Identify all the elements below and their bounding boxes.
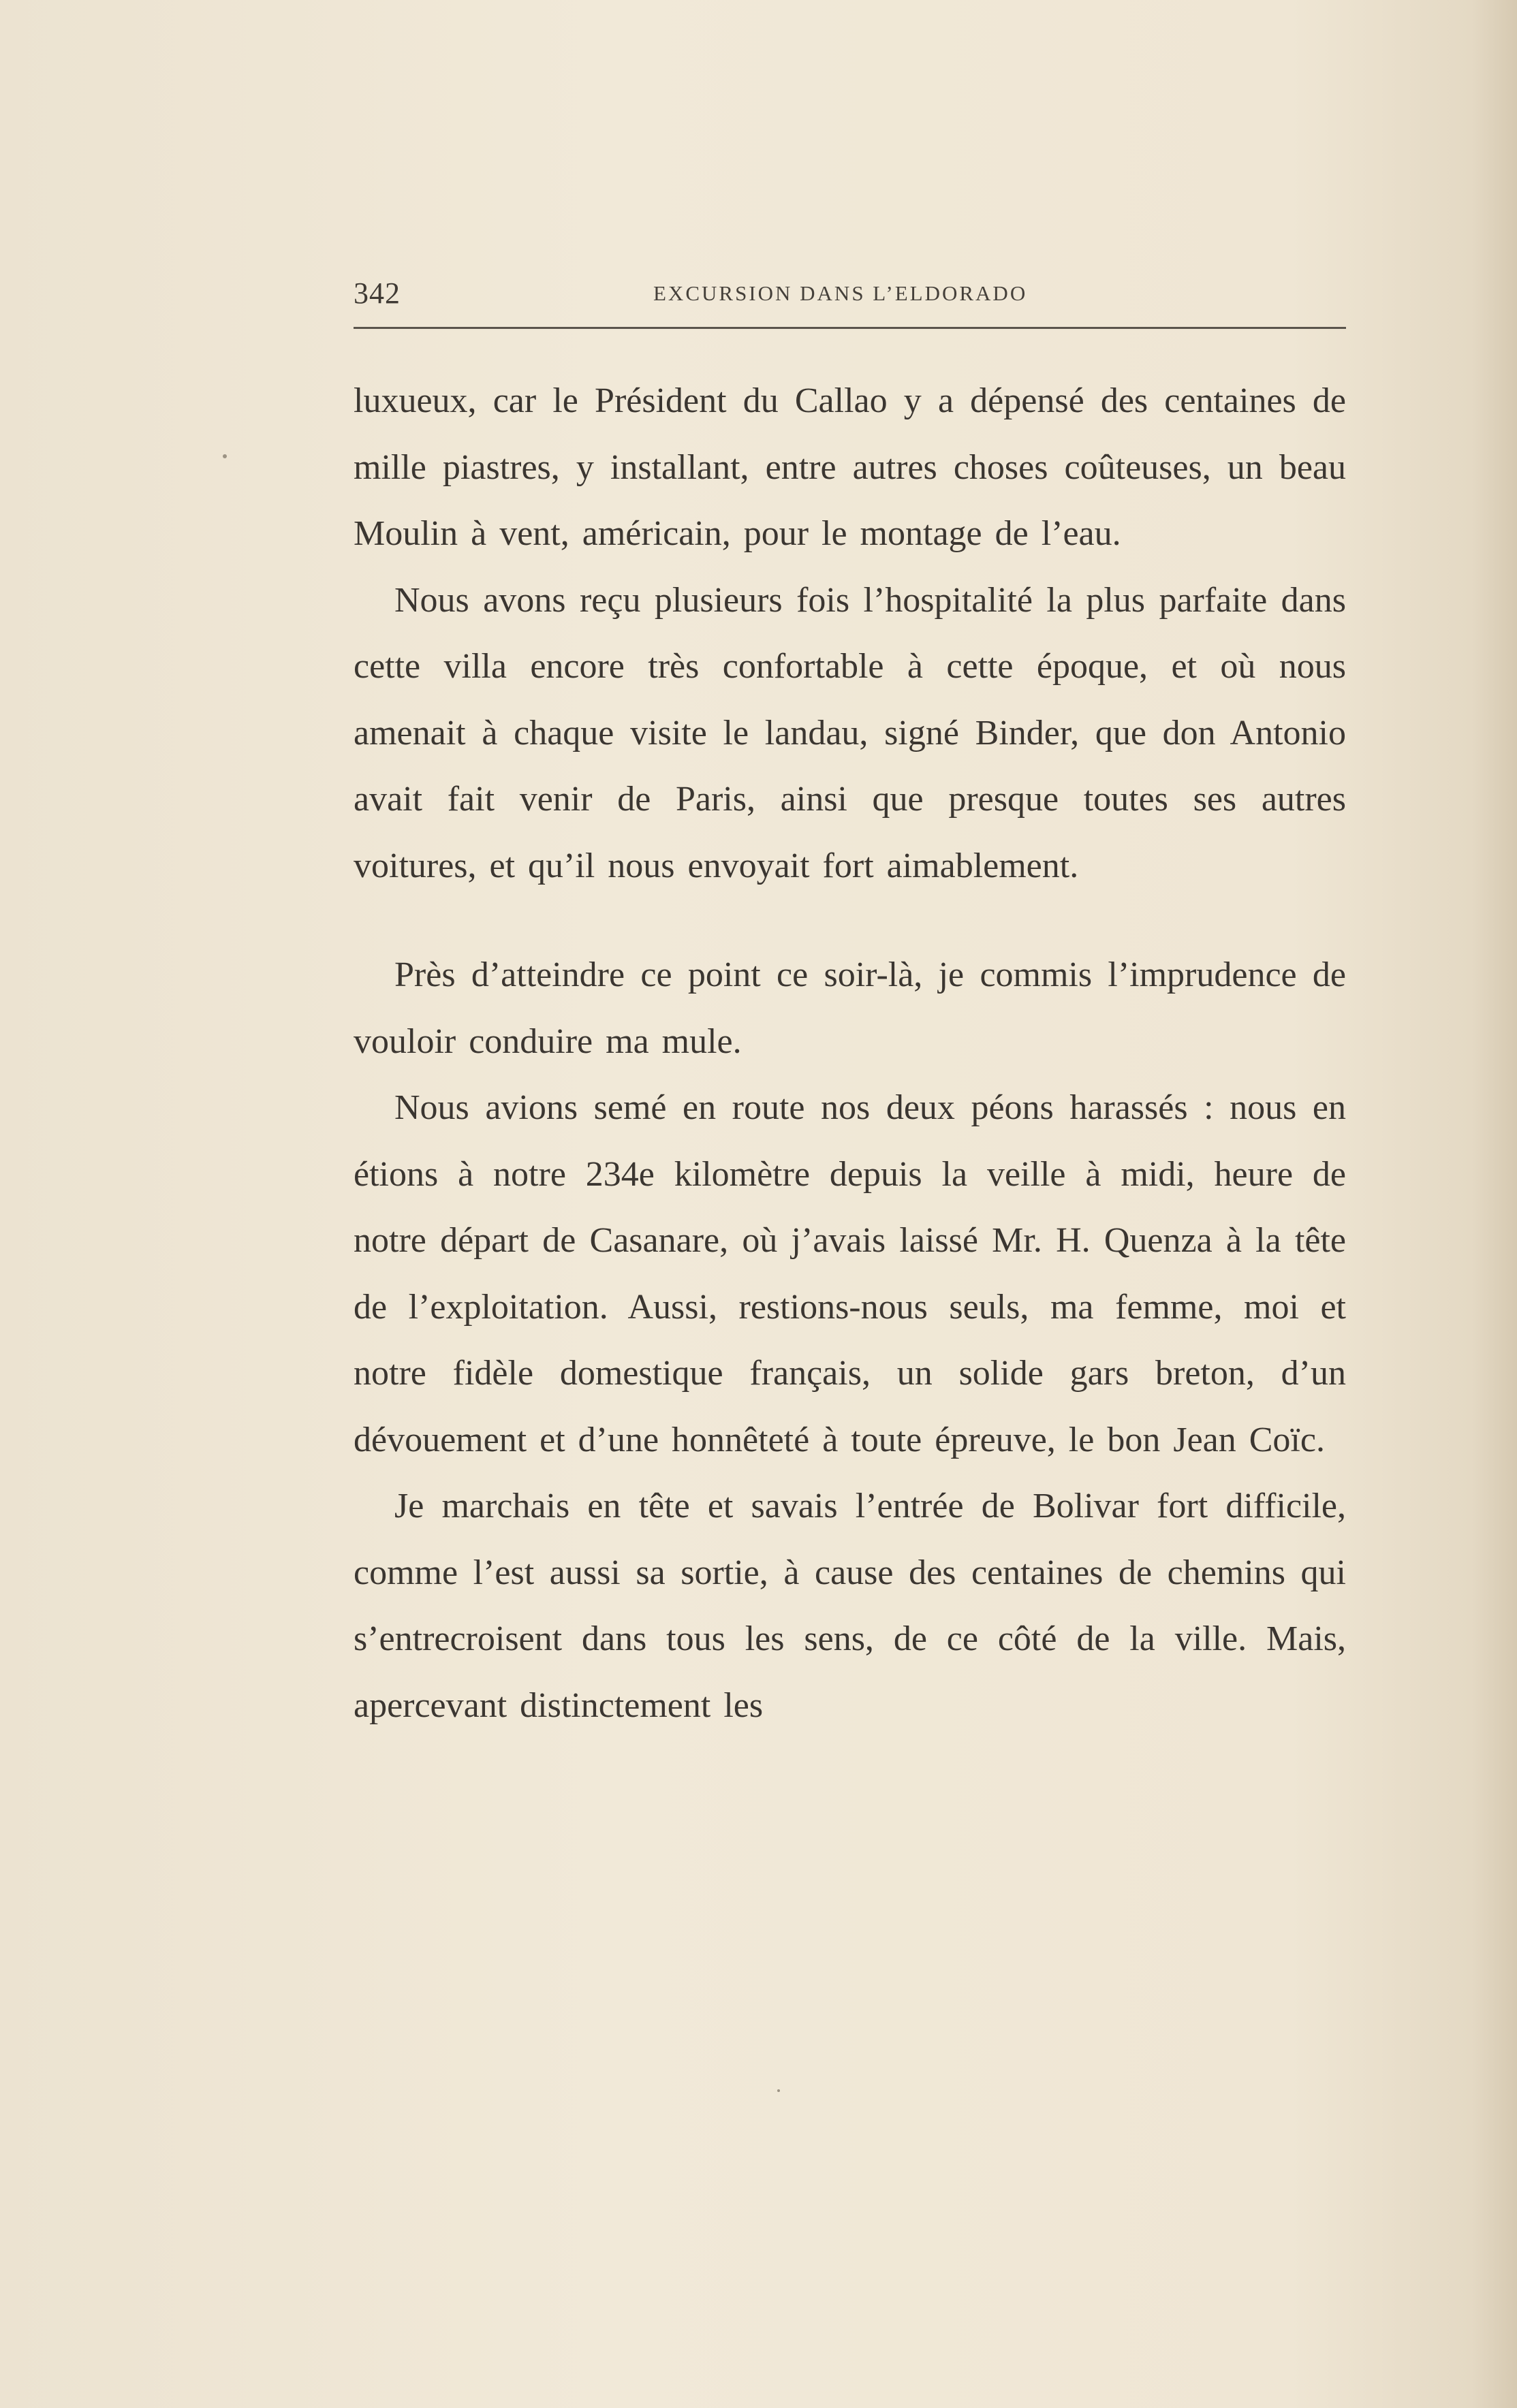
paper-speck [777,2089,780,2092]
paragraph-1: luxueux, car le Président du Callao y a dépensé des centaines de mille piastres, y installant, entre autres choses coûteuses, un beau Moulin à vent, américain, pour le montage de l’eau. [354,381,1346,553]
page-body [354,368,1346,1739]
paragraph-4: Nous avions semé en route nos deux péons harassés : nous en étions à notre 234e kilomètre depuis la veille à midi, heure de notre départ de Casanare, où j’avais laissé Mr. H. Quenza à la tête de l’exploitation. Aussi, restions-nous seuls, ma femme, moi et notre fidèle domestique français, un solide gars breton, d’un dévouement et d’une honnêteté à toute épreuve, le bon Jean Coïc. [354,1088,1346,1459]
running-title: EXCURSION DANS L’ELDORADO [653,281,1028,305]
page-header [354,276,1346,323]
page-number: 342 [354,276,401,310]
paragraph-2: Nous avons reçu plusieurs fois l’hospitalité la plus parfaite dans cette villa encore très confortable à cette époque, et où nous amenait à chaque visite le landau, signé Binder, que don Antonio avait fait venir de Paris, ainsi que presque toutes ses autres voitures, et qu’il nous envoyait fort aimablement. [354,580,1346,885]
paper-speck [223,454,227,458]
header-rule [354,327,1346,329]
paragraph-5: Je marchais en tête et savais l’entrée de Bolivar fort difficile, comme l’est aussi sa sortie, à cause des centaines de chemins qui s’entrecroisent dans tous les sens, de ce côté de la ville. Mais, apercevant distinctement les [354,1487,1346,1725]
paragraph-3: Près d’atteindre ce point ce soir-là, je commis l’imprudence de vouloir conduire ma mule. [354,955,1346,1061]
